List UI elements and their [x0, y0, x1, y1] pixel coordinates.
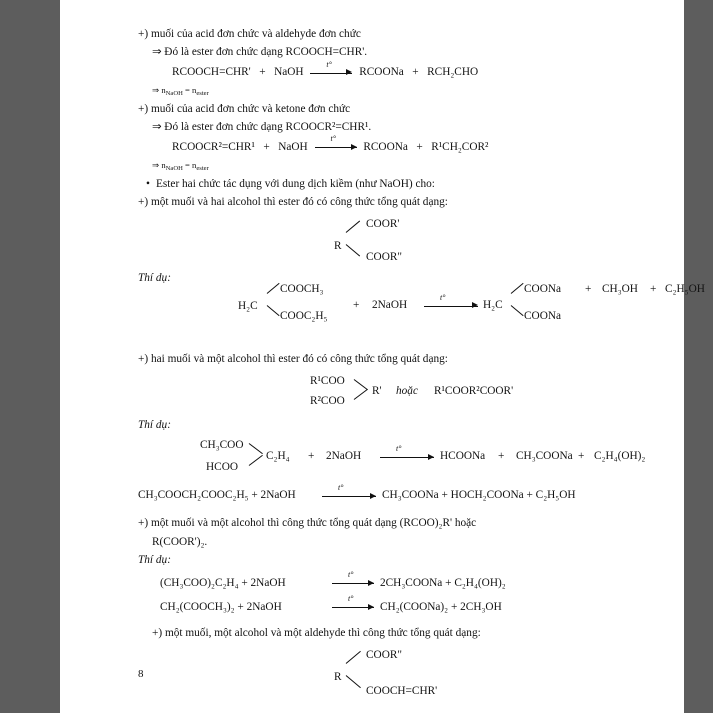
eq5-products: CH₃COONa + HOCH₂COONa + C₂H₅OH	[382, 489, 576, 502]
eq2-reactant: RCOOCR²=CHR¹	[172, 140, 255, 153]
text: +) một muối và một alcohol thì công thức tổng quát dạng (RCOO)₂R' hoặc	[138, 517, 477, 530]
text: ⇒ Đó là ester đơn chức dạng RCOOCR²=CHR¹.	[152, 121, 372, 134]
text: Thí dụ:	[138, 554, 171, 567]
equation-6	[138, 570, 638, 595]
eq3-product-lower: COONa	[524, 309, 562, 322]
subscript: NaOH	[165, 165, 183, 173]
reaction-arrow-icon	[322, 483, 376, 501]
eq7-products: CH₂(COONa)₂ + 2CH₃OH	[380, 600, 502, 613]
reaction-arrow-icon	[332, 570, 374, 588]
text: Thí dụ:	[138, 419, 171, 432]
left-margin-band	[0, 0, 60, 713]
equation-7	[138, 594, 638, 619]
eq4-product-1: HCOONa	[440, 450, 486, 463]
subscript: ester	[196, 165, 209, 173]
struct1-lower-group: COOR"	[366, 251, 402, 264]
eq4-reagent: 2NaOH	[326, 450, 362, 463]
equation-4	[138, 437, 646, 483]
eq3-product-upper: COONa	[524, 282, 562, 295]
text: +) muối của acid đơn chức và aldehyde đơn chức	[138, 28, 361, 40]
arrow-temp-label: t°	[326, 59, 332, 69]
struct3-upper-group: COOR"	[366, 648, 402, 661]
right-margin-band	[684, 0, 713, 713]
reaction-arrow-icon	[332, 594, 374, 612]
text: Thí dụ:	[138, 272, 171, 285]
eq4-upper-group: CH₃COO	[200, 439, 244, 452]
label-example-2	[138, 417, 638, 433]
arrow-temp-label: t°	[396, 444, 402, 454]
bullet-diester	[138, 176, 638, 192]
eq3-reagent: 2NaOH	[372, 298, 408, 311]
eq3-product-methanol: CH₃OH	[602, 282, 638, 295]
text: Ester hai chức tác dụng với dung dịch kiềm (như NaOH) cho:	[156, 177, 435, 190]
line-mole-relation-1	[138, 84, 638, 99]
label-example-1	[138, 270, 638, 286]
page-content	[138, 26, 705, 701]
eq1-reactant: RCOOCH=CHR'	[172, 65, 251, 78]
struct1-r-label: R	[334, 240, 342, 253]
arrow-temp-label: t°	[348, 570, 354, 580]
reaction-arrow-icon	[424, 292, 478, 311]
struct2-upper-group: R¹COO	[310, 375, 345, 388]
eq6-reactants: (CH₃COO)₂C₂H₄ + 2NaOH	[160, 576, 286, 589]
plus-sign: +	[263, 140, 270, 153]
eq4-lower-group: HCOO	[206, 461, 239, 474]
line-salt-ketone	[138, 101, 638, 117]
page-sheet	[60, 0, 705, 713]
line-ester-form-2	[138, 119, 638, 135]
eq3-lower-group: COOC₂H₅	[280, 309, 328, 322]
line-mole-relation-2	[138, 159, 638, 174]
page-number: 8	[138, 668, 144, 680]
text: ⇒ n	[152, 159, 166, 170]
arrow-temp-label: t°	[330, 134, 336, 144]
struct2-alt-formula: R¹COOR²COOR'	[434, 385, 514, 398]
struct2-lower-group: R²COO	[310, 395, 345, 408]
eq2-reagent: NaOH	[278, 140, 308, 153]
text: +) một muối và hai alcohol thì ester đó có công thức tổng quát dạng:	[138, 195, 448, 208]
eq2-product-2: R¹CH₂COR²	[431, 140, 489, 153]
reaction-arrow-icon	[380, 444, 434, 462]
eq1-reagent: NaOH	[274, 65, 304, 78]
line-ester-form-1	[138, 44, 638, 60]
struct2-or: hoặc	[396, 385, 418, 398]
struct2-r-label: R'	[372, 385, 382, 398]
text: +) một muối, một alcohol và một aldehyde thì công thức tổng quát dạng:	[152, 626, 481, 639]
eq5-reactants: CH₃COOCH₂COOC₂H₅ + 2NaOH	[138, 489, 296, 502]
bullet-icon: •	[146, 177, 150, 190]
structure-3	[138, 647, 638, 701]
text: R(COOR')₂.	[152, 535, 208, 548]
struct3-r-label: R	[334, 670, 342, 683]
eq7-reactants: CH₂(COOCH₃)₂ + 2NaOH	[160, 600, 282, 613]
eq3-product-ethanol: C₂H₅OH	[665, 282, 705, 295]
line-one-salt-one-alcohol-b	[138, 534, 638, 550]
eq4-product-2: CH₃COONa	[516, 450, 573, 463]
plus-sign: +	[650, 282, 657, 295]
arrow-temp-label: t°	[440, 292, 446, 302]
reaction-arrow-icon	[310, 59, 352, 78]
plus-sign: +	[498, 450, 505, 463]
subscript: NaOH	[165, 90, 183, 98]
text: +) hai muối và một alcohol thì ester đó có công thức tổng quát dạng:	[138, 352, 448, 365]
eq6-products: 2CH₃COONa + C₂H₄(OH)₂	[380, 576, 506, 589]
eq1-product-2: RCH₂CHO	[427, 65, 479, 78]
equation-1	[138, 59, 638, 80]
plus-sign: +	[578, 450, 585, 463]
equation-2	[138, 134, 638, 155]
struct1-upper-group: COOR'	[366, 218, 400, 231]
reaction-arrow-icon	[315, 134, 357, 152]
arrow-temp-label: t°	[338, 483, 344, 493]
equation-3	[138, 282, 705, 337]
text: ⇒ n	[152, 85, 166, 96]
plus-sign: +	[416, 140, 423, 153]
plus-sign: +	[585, 282, 592, 295]
plus-sign: +	[353, 298, 360, 311]
plus-sign: +	[259, 65, 266, 78]
eq3-h2c	[238, 298, 258, 314]
label-example-3	[138, 552, 638, 568]
structure-1	[138, 216, 638, 266]
arrow-temp-label: t°	[348, 594, 354, 604]
equation-5	[138, 485, 638, 507]
eq3-product-h2c: H₂C	[483, 298, 503, 311]
text: = n	[182, 159, 197, 170]
line-salt-alcohol-aldehyde	[138, 625, 638, 641]
eq4-core: C₂H₄	[266, 450, 290, 463]
text: = n	[182, 85, 197, 96]
struct3-lower-group: COOCH=CHR'	[366, 684, 438, 697]
eq1-product-1: RCOONa	[359, 65, 404, 78]
line-one-salt-two-alcohols	[138, 194, 638, 210]
line-one-salt-one-alcohol-a	[138, 515, 638, 531]
line-salt-aldehyde	[138, 26, 638, 42]
text: +) muối của acid đơn chức và ketone đơn chức	[138, 102, 351, 115]
plus-sign: +	[308, 450, 315, 463]
line-two-salts-one-alcohol	[138, 351, 638, 367]
structure-2	[138, 373, 638, 415]
text: ⇒ Đó là ester đơn chức dạng RCOOCH=CHR'.	[152, 46, 368, 59]
plus-sign: +	[412, 65, 419, 78]
eq3-upper-group: COOCH₃	[280, 282, 324, 295]
text: H₂C	[238, 299, 258, 312]
eq2-product-1: RCOONa	[363, 140, 408, 153]
eq4-product-3: C₂H₄(OH)₂	[594, 450, 646, 463]
subscript: ester	[196, 90, 209, 98]
